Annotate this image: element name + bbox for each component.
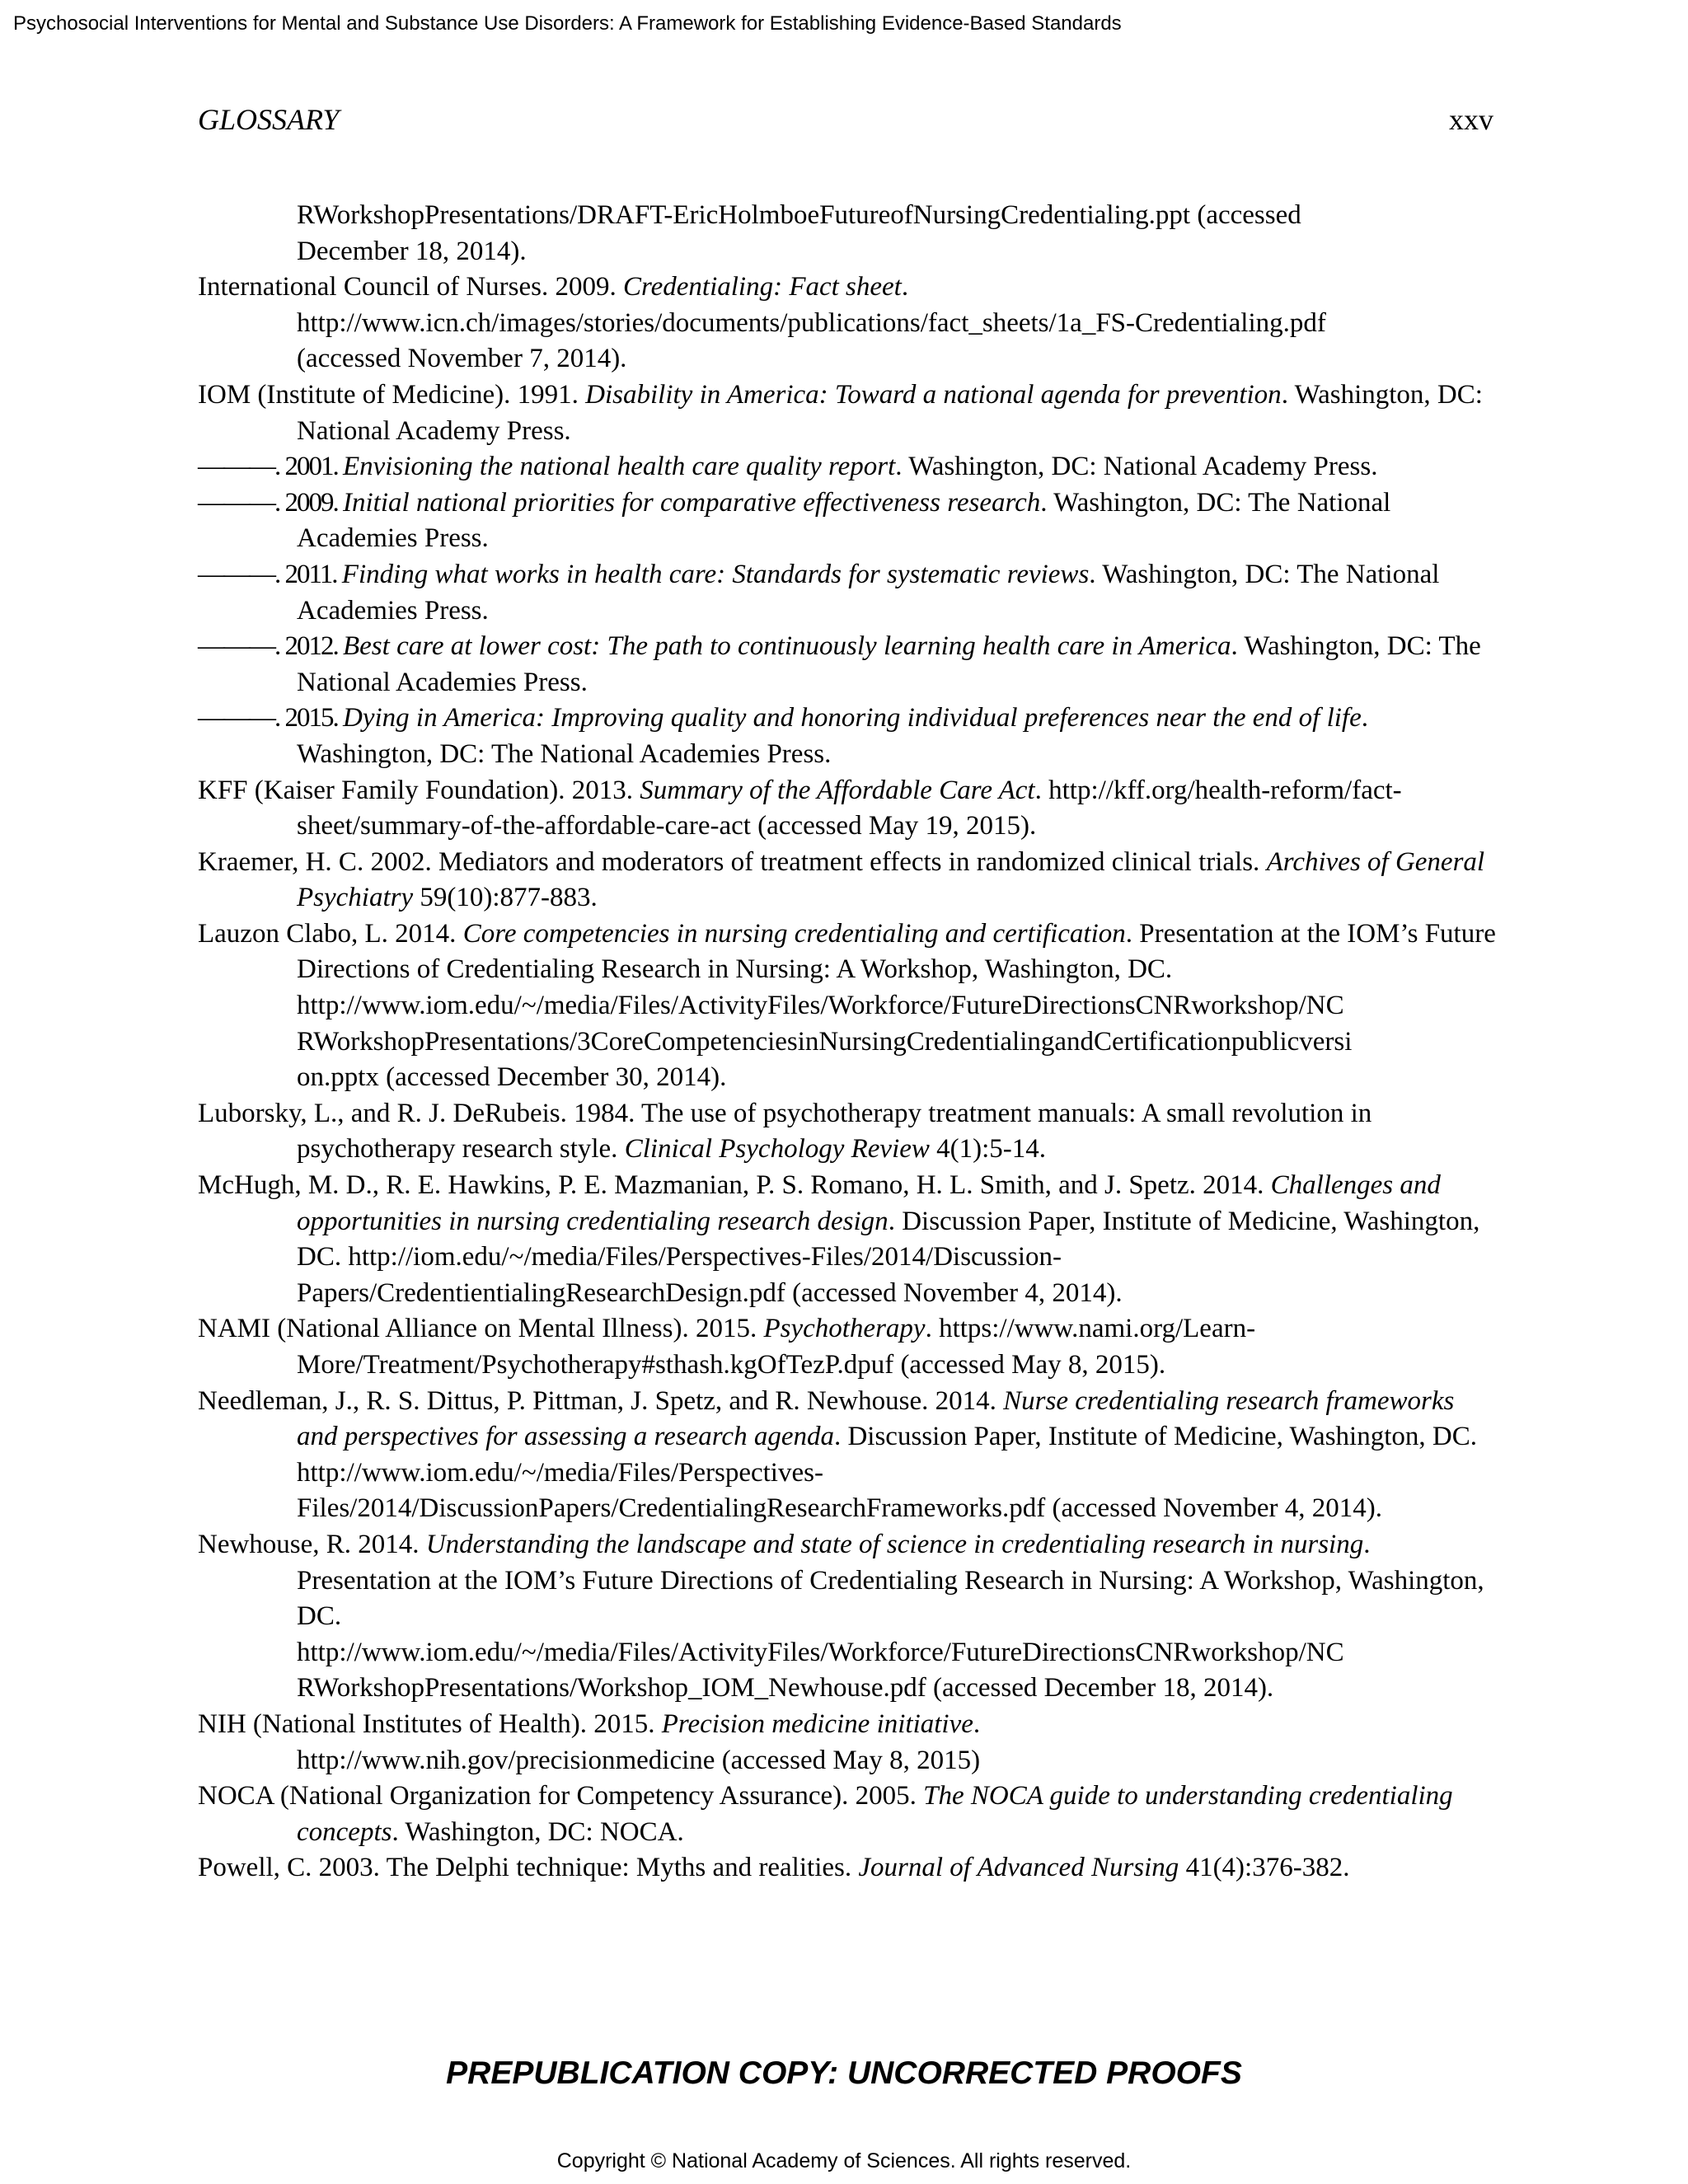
reference-lead: Needleman, J., R. S. Dittus, P. Pittman, J. Spetz, and R. Newhouse. 2014. [198,1385,1004,1416]
reference-title: Summary of the Affordable Care Act [640,775,1035,805]
reference-lead: IOM (Institute of Medicine). 1991. [198,379,586,410]
reference-entry [198,916,1500,1096]
reference-tail: . Discussion Paper, Institute of Medicine, Washington, DC. http://iom.edu/~/media/Files/Perspectives-Files/2014/Discussion-Papers/CredentientialingResearchDesign.pdf (accessed November 4, 2014). [297,1206,1480,1308]
reference-title: Credentialing: Fact sheet [622,272,902,302]
reference-line: http://www.iom.edu/~/media/Files/ActivityFiles/Workforce/FutureDirectionsCNRworkshop/NC [297,991,1344,1021]
reference-line: http://www.iom.edu/~/media/Files/ActivityFiles/Workforce/FutureDirectionsCNRworkshop/NC [297,1637,1344,1667]
continued-line: December 18, 2014). [297,236,527,266]
reference-entry [198,1707,1500,1779]
reference-entry [198,557,1500,629]
reference-title: Archives of General Psychiatry [297,846,1485,913]
reference-lead: ———. 2001. [198,452,343,482]
reference-lead: Powell, C. 2003. The Delphi technique: Myths and realities. [198,1853,859,1883]
reference-line: RWorkshopPresentations/Workshop_IOM_Newhouse.pdf (accessed December 18, 2014). [297,1673,1274,1704]
reference-lead: NOCA (National Organization for Competency Assurance). 2005. [198,1781,924,1811]
reference-tail: . Washington, DC: National Academy Press. [895,452,1378,482]
reference-entry [198,773,1500,845]
reference-lead: NIH (National Institutes of Health). 2015. [198,1708,662,1739]
reference-tail: . [973,1708,981,1739]
reference-entry [198,629,1500,701]
reference-title: Psychotherapy [763,1314,926,1344]
page-number: xxv [1449,103,1493,136]
reference-line: RWorkshopPresentations/3CoreCompetenciesinNursingCredentialingandCertificationpublicversi [297,1026,1353,1057]
reference-title: Envisioning the national health care quality report [343,452,896,482]
reference-tail: . Washington, DC: The National Academies Press. [297,703,1368,769]
section-title: GLOSSARY [198,103,340,136]
reference-entry [198,1850,1500,1886]
reference-lead: Kraemer, H. C. 2002. Mediators and moderators of treatment effects in randomized clinical trials. [198,846,1267,877]
reference-lead: Lauzon Clabo, L. 2014. [198,918,463,949]
reference-entry [198,1311,1500,1383]
reference-title: Dying in America: Improving quality and honoring individual preferences near the end of life [343,703,1362,733]
reference-tail: . Washington, DC: The National Academies Press. [297,559,1440,626]
reference-lead: ———. 2015. [198,703,343,733]
reference-entry [198,1384,1500,1527]
reference-entry [198,1168,1500,1311]
page-header [198,99,1493,140]
reference-lead: NAMI (National Alliance on Mental Illness). 2015. [198,1314,764,1344]
reference-tail: . Washington, DC: NOCA. [392,1816,684,1847]
reference-tail: 4(1):5-14. [929,1134,1047,1165]
reference-title: Clinical Psychology Review [624,1134,930,1165]
reference-title: Best care at lower cost: The path to continuously learning health care in America [343,631,1231,662]
reference-tail: . http://kff.org/health-reform/fact-sheet/summary-of-the-affordable-care-act (accessed May 19, 2015). [297,775,1402,841]
reference-entry [198,449,1500,485]
reference-entry [198,701,1500,772]
reference-title: Core competencies in nursing credentialing and certification [462,918,1126,949]
reference-entry [198,377,1500,449]
reference-lead: Newhouse, R. 2014. [198,1529,426,1559]
reference-title: Disability in America: Toward a national agenda for prevention [585,379,1282,410]
reference-lead: Luborsky, L., and R. J. DeRubeis. 1984. The use of psychotherapy treatment manuals: A small revolution in psychotherapy research style. [198,1098,1372,1165]
reference-entry [198,485,1500,557]
reference-entry [198,1527,1500,1707]
reference-title: Challenges and opportunities in nursing credentialing research design [297,1170,1441,1236]
reference-tail: . Washington, DC: National Academy Press. [297,379,1483,446]
reference-tail: . Presentation at the IOM’s Future Directions of Credentialing Research in Nursing: A Workshop, Washington, DC. [297,1529,1484,1632]
reference-title: Understanding the landscape and state of science in credentialing research in nursing [425,1529,1364,1559]
prepublication-banner: PREPUBLICATION COPY: UNCORRECTED PROOFS [446,2055,1242,2091]
reference-lead: ———. 2009. [198,487,343,518]
reference-tail: . Presentation at the IOM’s Future Directions of Credentialing Research in Nursing: A Workshop, Washington, DC. [297,918,1496,985]
reference-lead: KFF (Kaiser Family Foundation). 2013. [198,775,640,805]
reference-tail: 59(10):877-883. [413,883,598,913]
reference-tail: . https://www.nami.org/Learn-More/Treatment/Psychotherapy#sthash.kgOfTezP.dpuf (accessed May 8, 2015). [297,1314,1256,1380]
reference-lead: ———. 2012. [198,631,343,662]
reference-line: http://www.nih.gov/precisionmedicine (accessed May 8, 2015) [297,1745,981,1775]
reference-title: The NOCA guide to understanding credentialing concepts [297,1781,1453,1847]
reference-list [198,198,1500,1886]
reference-entry [198,269,1500,377]
reference-title: Journal of Advanced Nursing [858,1853,1179,1883]
reference-tail: 41(4):376-382. [1179,1853,1350,1883]
reference-lead: International Council of Nurses. 2009. [198,272,623,302]
reference-entry [198,845,1500,916]
reference-title: Precision medicine initiative [661,1708,973,1739]
continued-line: RWorkshopPresentations/DRAFT-EricHolmboeFutureofNursingCredentialing.ppt (accessed [297,200,1301,230]
reference-lead: McHugh, M. D., R. E. Hawkins, P. E. Mazmanian, P. S. Romano, H. L. Smith, and J. Spetz. 2014. [198,1170,1271,1201]
reference-line: on.pptx (accessed December 30, 2014). [297,1062,727,1093]
continued-reference [198,198,1500,269]
running-head: Psychosocial Interventions for Mental and Substance Use Disorders: A Framework for Establishing Evidence-Based Standards [13,12,1122,35]
reference-lead: ———. 2011. [198,559,342,589]
reference-line: (accessed November 7, 2014). [297,344,627,374]
reference-entry [198,1096,1500,1168]
reference-title: Initial national priorities for comparative effectiveness research [343,487,1041,518]
reference-title: Nurse credentialing research frameworks and perspectives for assessing a research agenda [297,1385,1455,1452]
reference-entry [198,1779,1500,1850]
reference-title: Finding what works in health care: Standards for systematic reviews [341,559,1090,589]
reference-line: http://www.icn.ch/images/stories/documents/publications/fact_sheets/1a_FS-Credentialing.pdf [297,307,1326,338]
reference-tail: . Washington, DC: The National Academies Press. [297,487,1391,554]
reference-tail: . Washington, DC: The National Academies Press. [297,631,1481,697]
reference-tail: . [901,272,909,302]
copyright-notice: Copyright © National Academy of Sciences. All rights reserved. [556,2149,1132,2172]
reference-tail: . Discussion Paper, Institute of Medicine, Washington, DC. http://www.iom.edu/~/media/Files/Perspectives-Files/2014/DiscussionPapers/CredentialingResearchFrameworks.pdf (accessed November 4, 2014). [297,1422,1477,1524]
